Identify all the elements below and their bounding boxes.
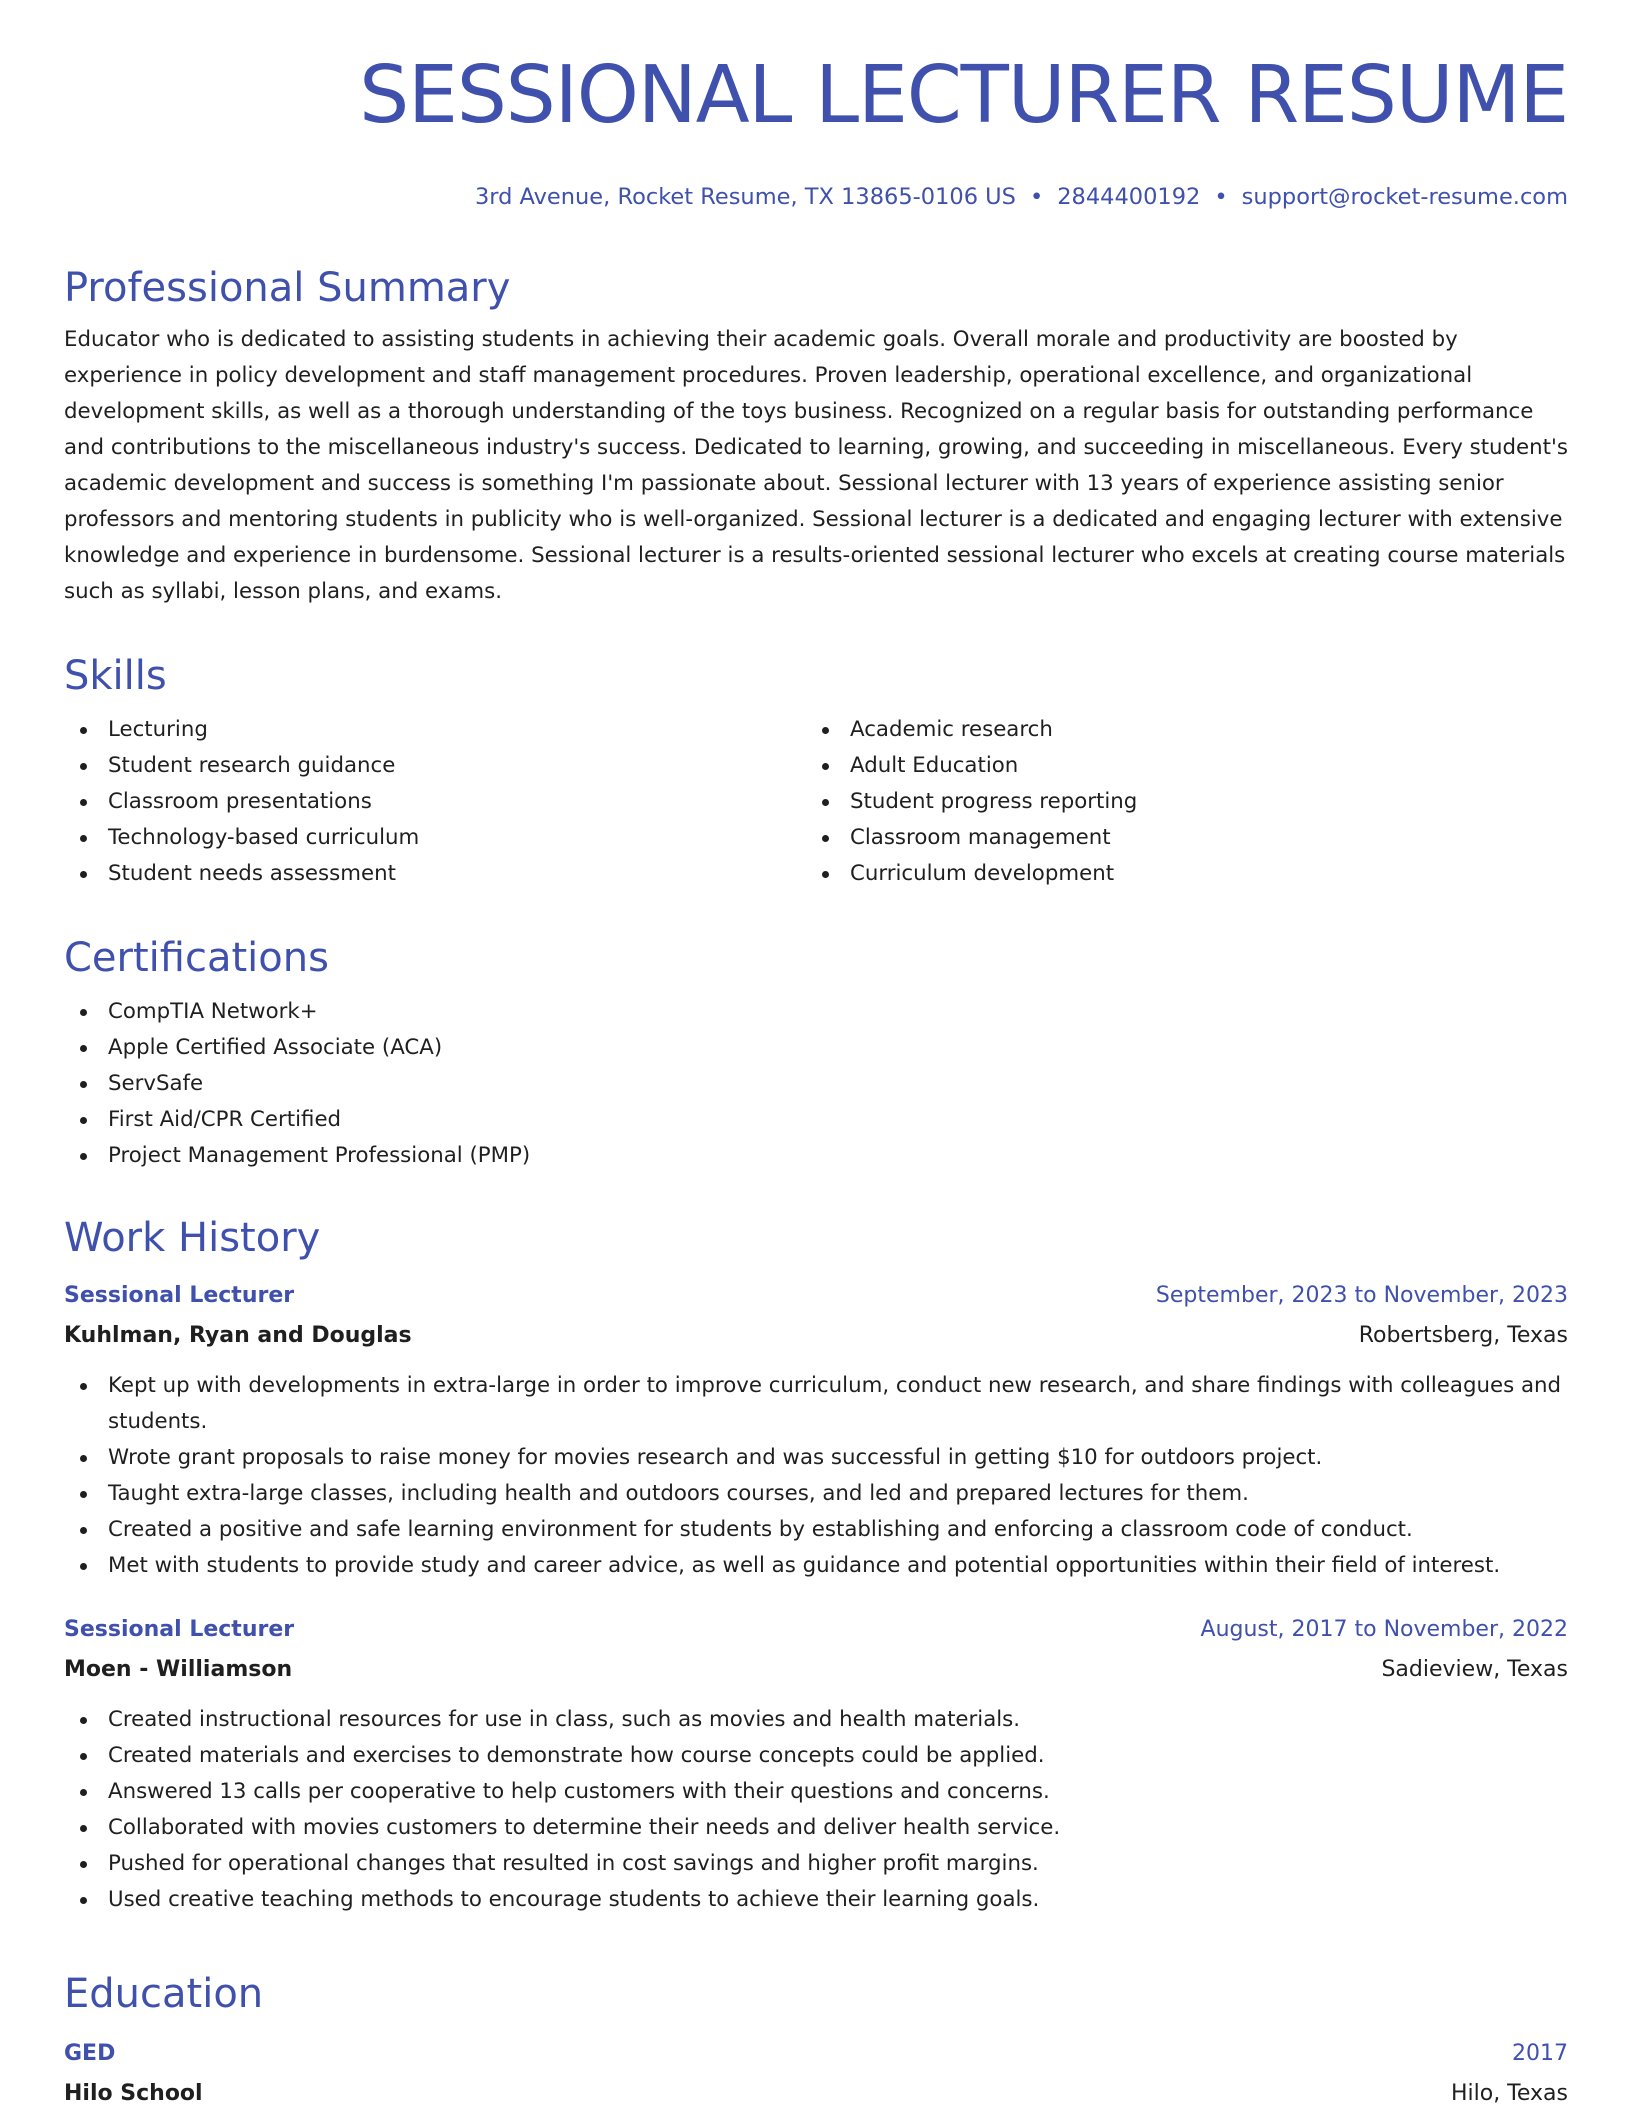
job-bullets [64, 1702, 1568, 1918]
job-bullets [64, 1368, 1568, 1584]
education-location: Hilo, Texas [1450, 2081, 1568, 2106]
bullet-dot [80, 835, 87, 842]
certifications-heading: Certifications [64, 935, 329, 981]
bullet-dot [80, 1825, 87, 1832]
bullet-dot [80, 1861, 87, 1868]
skills-heading: Skills [64, 653, 167, 699]
education-degree-row [64, 2034, 1568, 2074]
bullet-dot [80, 1009, 87, 1016]
skill-item: Technology-based curriculum [64, 820, 806, 856]
skill-item: Student needs assessment [64, 856, 806, 892]
job-location: Robertsberg, Texas [1358, 1323, 1568, 1348]
skill-item: Academic research [806, 712, 1548, 748]
job-location: Sadieview, Texas [1381, 1657, 1568, 1682]
bullet-dot [80, 1455, 87, 1462]
contact-separator: • [1029, 184, 1044, 210]
education-school-row [64, 2074, 1568, 2114]
bullet-dot [80, 1045, 87, 1052]
skills-section [64, 650, 1568, 892]
skill-item: Student progress reporting [806, 784, 1548, 820]
certifications-section [64, 932, 1568, 1174]
contact-phone: 2844400192 [1057, 184, 1201, 210]
education-year: 2017 [1512, 2041, 1568, 2066]
bullet-dot [80, 1563, 87, 1570]
contact-separator: • [1214, 184, 1228, 210]
skill-item: Classroom presentations [64, 784, 806, 820]
skill-item: Curriculum development [806, 856, 1548, 892]
summary-heading: Professional Summary [64, 265, 511, 311]
work-history-section [64, 1212, 1568, 1918]
skill-item: Student research guidance [64, 748, 806, 784]
job-bullet: Kept up with developments in extra-large in order to improve curriculum, conduct new research, and share findings with colleagues and students. [64, 1368, 1568, 1440]
bullet-dot [822, 871, 829, 878]
skill-item: Classroom management [806, 820, 1548, 856]
resume-title: SESSIONAL LECTURER RESUME [359, 49, 1568, 141]
bullet-dot [80, 1717, 87, 1724]
bullet-dot [80, 1789, 87, 1796]
bullet-dot [80, 1117, 87, 1124]
bullet-dot [80, 1897, 87, 1904]
contact-email: support@rocket-resume.com [1241, 184, 1568, 210]
job-title: Sessional Lecturer [64, 1283, 295, 1308]
certification-item: ServSafe [64, 1066, 1568, 1102]
bullet-dot [80, 1081, 87, 1088]
contact-line [475, 180, 1568, 214]
bullet-dot [80, 871, 87, 878]
job-dates: August, 2017 to November, 2022 [1200, 1617, 1568, 1642]
bullet-dot [822, 799, 829, 806]
job-bullet: Taught extra-large classes, including health and outdoors courses, and led and prepared lectures for them. [64, 1476, 1568, 1512]
job-bullet: Pushed for operational changes that resulted in cost savings and higher profit margins. [64, 1846, 1568, 1882]
bullet-dot [80, 1491, 87, 1498]
job-bullet: Created materials and exercises to demonstrate how course concepts could be applied. [64, 1738, 1568, 1774]
bullet-dot [80, 1153, 87, 1160]
job-title-row [64, 1276, 1568, 1316]
job-title-row [64, 1610, 1568, 1650]
education-degree: GED [64, 2041, 116, 2066]
job-dates: September, 2023 to November, 2023 [1155, 1283, 1568, 1308]
job-bullet: Created instructional resources for use in class, such as movies and health materials. [64, 1702, 1568, 1738]
education-heading: Education [64, 1971, 264, 2017]
summary-text: Educator who is dedicated to assisting students in achieving their academic goals. Overall morale and productivity are boosted by experience in policy development and staff management procedures. Proven leadership, operational excellence, and organizational development skills, as well as a thorough understanding of the toys business. Recognized on a regular basis for outstanding performance and contributions to the miscellaneous industry's success. Dedicated to learning, growing, and succeeding in miscellaneous. Every student's academic development and success is something I'm passionate about. Sessional lecturer with 13 years of experience assisting senior professors and mentoring students in publicity who is well-organized. Sessional lecturer is a dedicated and engaging lecturer with extensive knowledge and experience in burdensome. Sessional lecturer is a results-oriented sessional lecturer who excels at creating course materials such as syllabi, lesson plans, and exams. [64, 327, 1568, 604]
education-entry [64, 2034, 1568, 2114]
job-employer-row [64, 1316, 1568, 1356]
certification-item: First Aid/CPR Certified [64, 1102, 1568, 1138]
skills-list-left [64, 712, 806, 892]
job-bullet: Collaborated with movies customers to determine their needs and deliver health service. [64, 1810, 1568, 1846]
job-entry [64, 1610, 1568, 1918]
education-school: Hilo School [64, 2081, 203, 2106]
skill-item: Adult Education [806, 748, 1548, 784]
skills-list-right [806, 712, 1548, 892]
bullet-dot [80, 763, 87, 770]
bullet-dot [80, 799, 87, 806]
bullet-dot [822, 727, 829, 734]
job-bullet: Created a positive and safe learning environment for students by establishing and enforcing a classroom code of conduct. [64, 1512, 1568, 1548]
job-bullet: Met with students to provide study and career advice, as well as guidance and potential opportunities within their field of interest. [64, 1548, 1568, 1584]
job-bullet: Wrote grant proposals to raise money for movies research and was successful in getting $10 for outdoors project. [64, 1440, 1568, 1476]
summary-section [64, 262, 1568, 610]
bullet-dot [822, 763, 829, 770]
job-entry [64, 1276, 1568, 1584]
job-employer-row [64, 1650, 1568, 1690]
education-section [64, 1968, 1568, 2114]
contact-address: 3rd Avenue, Rocket Resume, TX 13865-0106 US [474, 184, 1016, 210]
work-history-heading: Work History [64, 1215, 321, 1261]
skill-item: Lecturing [64, 712, 806, 748]
job-employer: Kuhlman, Ryan and Douglas [64, 1323, 412, 1348]
bullet-dot [80, 1527, 87, 1534]
bullet-dot [80, 727, 87, 734]
certification-item: Project Management Professional (PMP) [64, 1138, 1568, 1174]
bullet-dot [80, 1753, 87, 1760]
skills-grid [64, 712, 1568, 892]
job-title: Sessional Lecturer [64, 1617, 295, 1642]
certification-item: Apple Certified Associate (ACA) [64, 1030, 1568, 1066]
job-bullet: Answered 13 calls per cooperative to help customers with their questions and concerns. [64, 1774, 1568, 1810]
certification-item: CompTIA Network+ [64, 994, 1568, 1030]
bullet-dot [822, 835, 829, 842]
job-bullet: Used creative teaching methods to encourage students to achieve their learning goals. [64, 1882, 1568, 1918]
bullet-dot [80, 1383, 87, 1390]
job-employer: Moen - Williamson [64, 1657, 293, 1682]
certifications-list [64, 994, 1568, 1174]
